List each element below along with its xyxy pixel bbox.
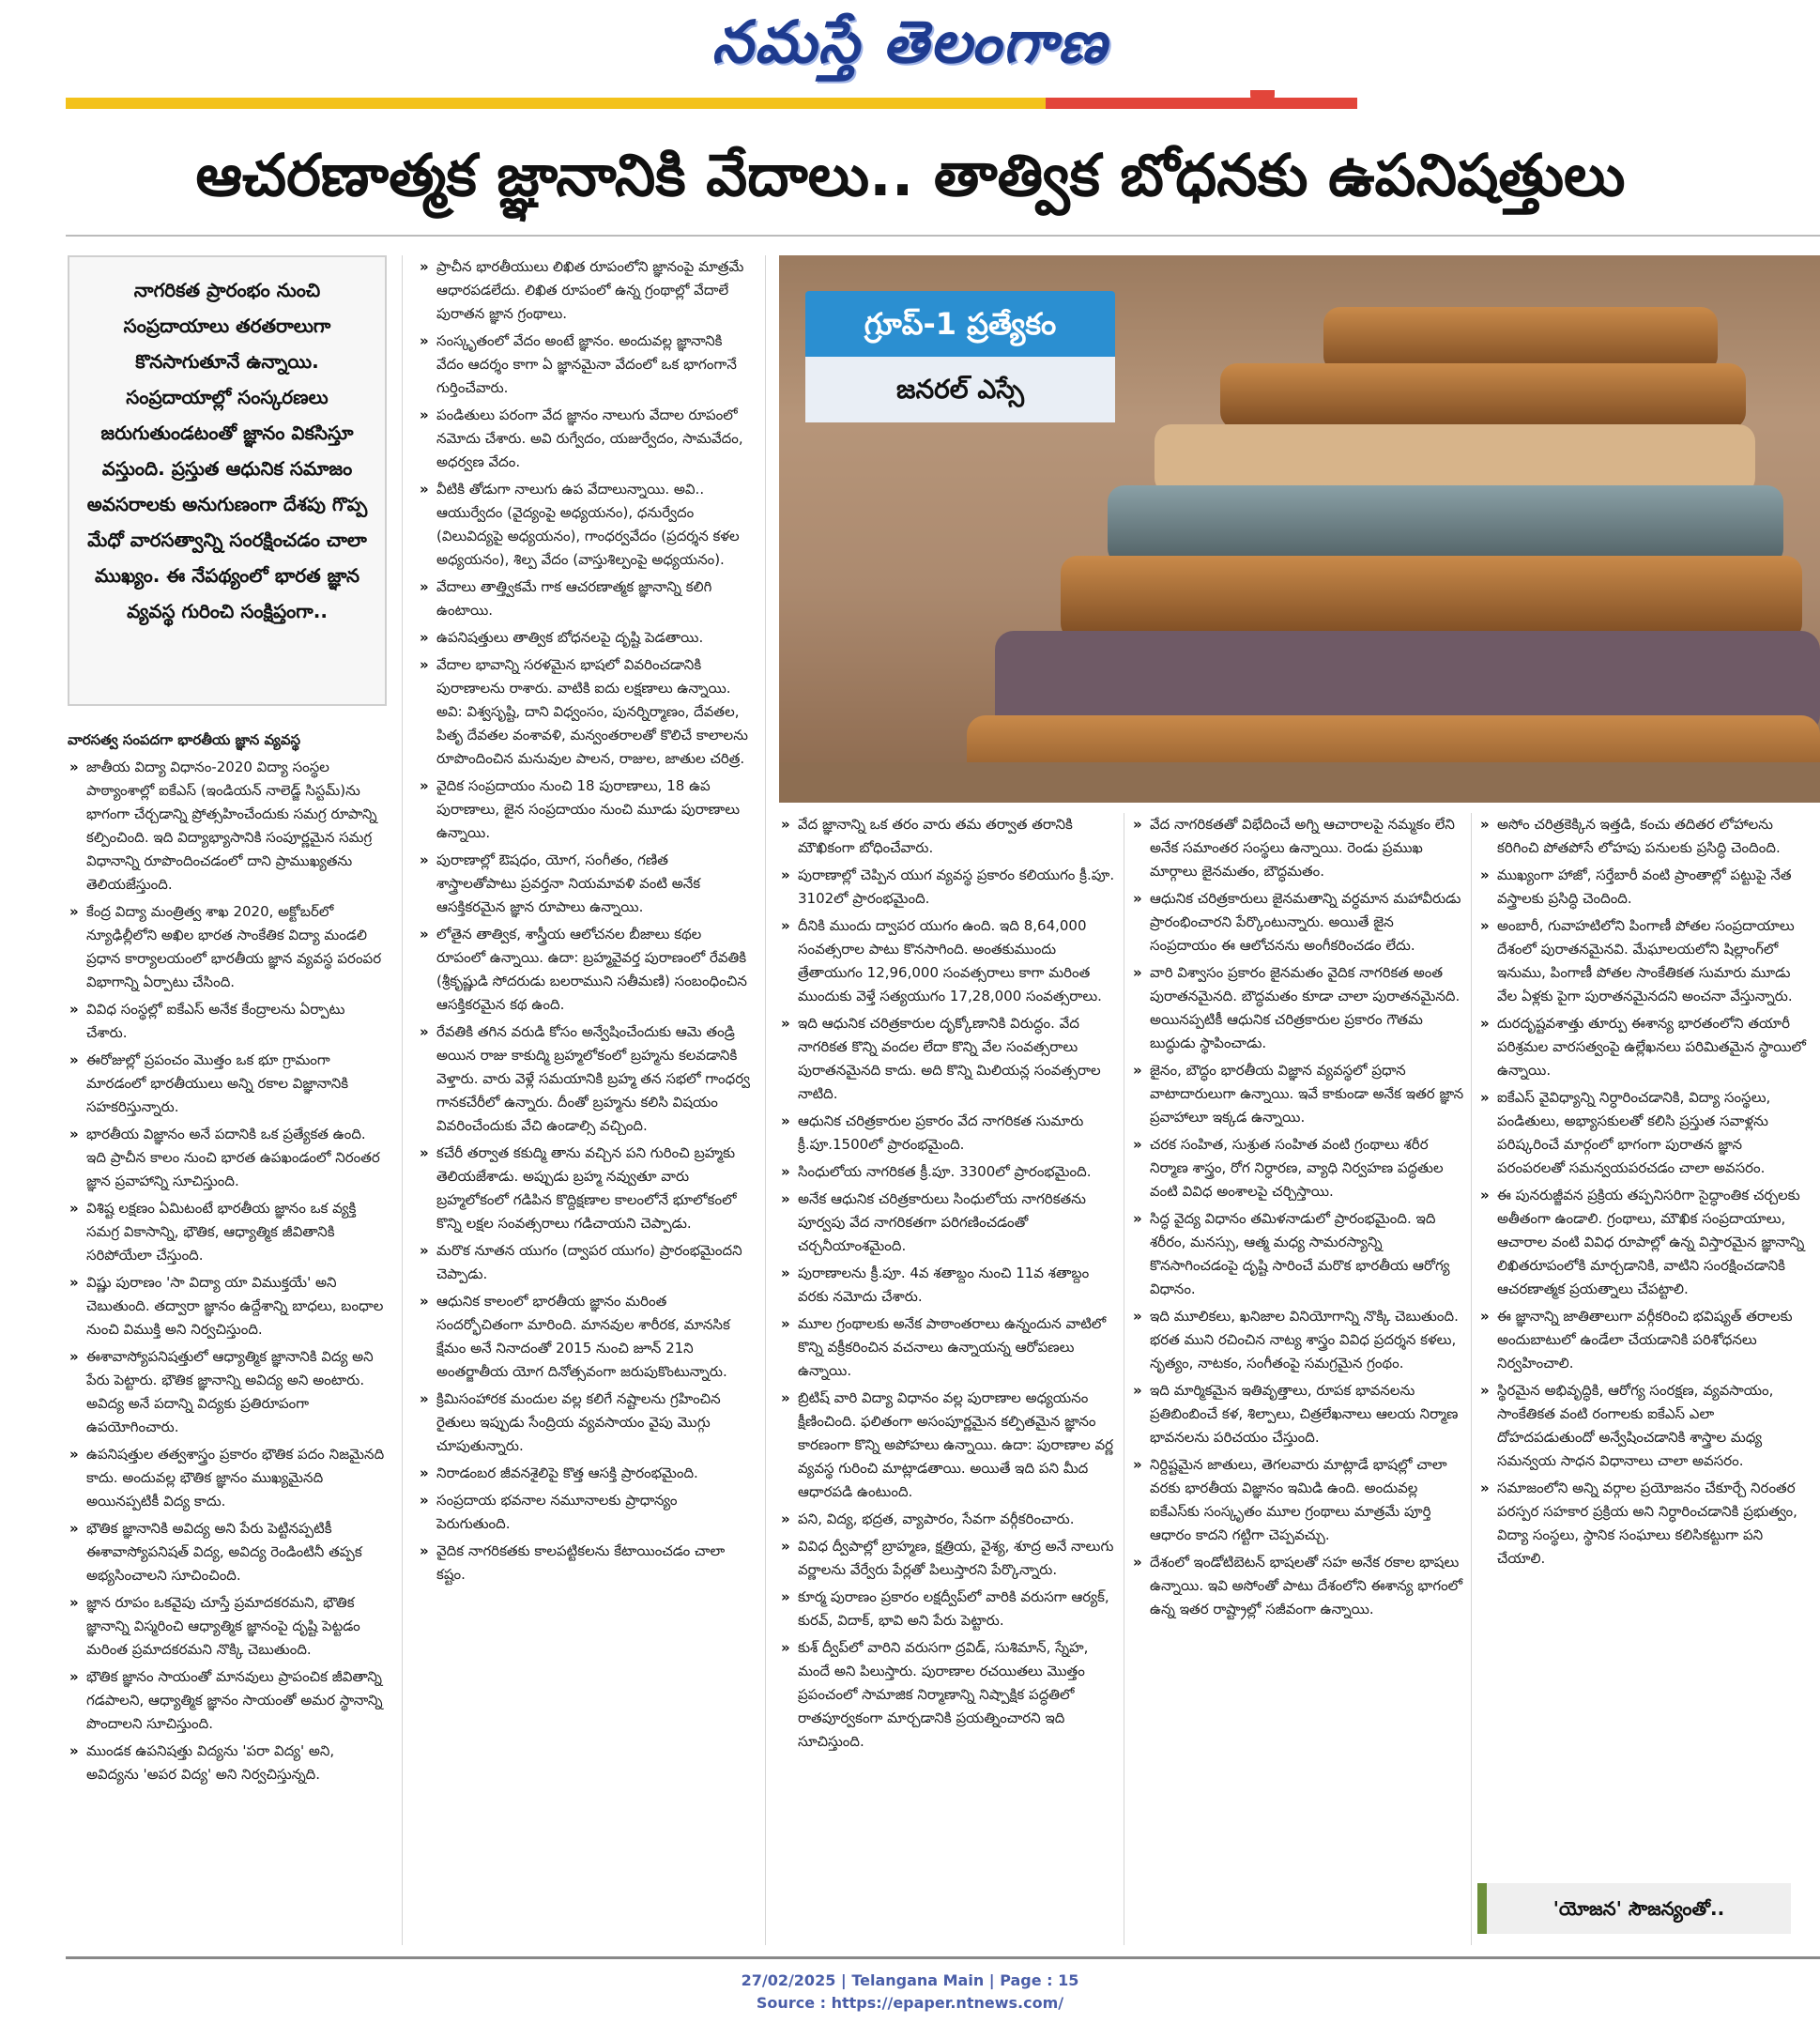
bullet-item: » జ్ఞాన రూపం ఒకవైపు చూస్తే ప్రమాదకరమని, భౌతిక జ్ఞానాన్ని విస్మరించి ఆధ్యాత్మిక జ్ఞానంపై దృష్టి పెట్టడం మరింత ప్రమాదకరమని నొక్కి చెబుతుంది.	[68, 1591, 387, 1662]
bullet-item: » ముండక ఉపనిషత్తు విద్యను 'పరా విద్య' అని, అవిద్యను 'అపర విద్య' అని నిర్వచిస్తున్నది.	[68, 1740, 387, 1786]
bullet-item: » బ్రిటిష్ వారి విద్యా విధానం వల్ల పురాణాల అధ్యయనం క్షీణించింది. ఫలితంగా అసంపూర్ణమైన కల్పితమైన జ్ఞానం కారణంగా కొన్ని అపోహలు ఉన్నాయి. ఉదా: పురాణాల వర్ణ వ్యవస్థ గురించి మాట్లాడతాయి. అయితే ఇది పని మీద ఆధారపడి ఉంటుంది.	[779, 1387, 1117, 1504]
footer-edition-info: 27/02/2025 | Telangana Main | Page : 15	[741, 1971, 1079, 1989]
bullet-item: » అసోం చరిత్రకెక్కిన ఇత్తడి, కంచు తదితర లోహాలను కరిగించి పోతపోసే లోహపు పనులకు ప్రసిద్ధి చెందింది.	[1478, 813, 1812, 860]
bullet-item: » స్థిరమైన అభివృద్ధికి, ఆరోగ్య సంరక్షణ, వ్యవసాయం, సాంకేతికత వంటి రంగాలకు ఐకేఎస్ ఎలా దోహదపడుతుందో అన్వేషించడానికి శాస్త్రాల మధ్య సమన్వయ సాధన విధానాలు చాలా అవసరం.	[1478, 1379, 1812, 1473]
bullet-item: » విశిష్ట లక్షణం ఏమిటంటే భారతీయ జ్ఞానం ఒక వ్యక్తి సమగ్ర వికాసాన్ని, భౌతిక, ఆధ్యాత్మిక జీవితానికి సరిపోయేలా చేస్తుంది.	[68, 1197, 387, 1267]
bullet-item: » కేంద్ర విద్యా మంత్రిత్వ శాఖ 2020, అక్టోబర్‌లో న్యూఢిల్లీలోని అఖిల భారత సాంకేతిక విద్యా మండలి ప్రధాన కార్యాలయంలో భారతీయ జ్ఞాన వ్యవస్థ పరంపర విభాగాన్ని ఏర్పాటు చేసింది.	[68, 900, 387, 994]
headline-divider	[66, 235, 1820, 237]
bullet-item: » సిద్ధ వైద్య విధానం తమిళనాడులో ప్రారంభమైంది. ఇది శరీరం, మనస్సు, ఆత్మ మధ్య సామరస్యాన్ని కొనసాగించడంపై దృష్టి సారించే మరొక భారతీయ ఆరోగ్య విధానం.	[1131, 1207, 1464, 1301]
bullet-item: » జాతీయ విద్యా విధానం-2020 విద్యా సంస్థల పాఠ్యాంశాల్లో ఐకేఎస్ (ఇండియన్ నాలెడ్జ్ సిస్టమ్)ను భాగంగా చేర్చడాన్ని ప్రోత్సహించేందుకు సమగ్ర రూపాన్ని కల్పించింది. ఇది విద్యాభ్యాసానికి సంపూర్ణమైన సమగ్ర విధానాన్ని రూపొందించడంలో దాని ప్రాముఖ్యతను తెలియజేస్తుంది.	[68, 756, 387, 897]
bullet-item: » వైదిక సంప్రదాయం నుంచి 18 పురాణాలు, 18 ఉప పురాణాలు, జైన సంప్రదాయం నుంచి మూడు పురాణాలు ఉన్నాయి.	[418, 774, 751, 845]
bullet-item: » అనేక ఆధునిక చరిత్రకారులు సింధులోయ నాగరికతను పూర్వపు వేద నాగరికతగా పరిగణించడంతో చర్చనీయాంశమైంది.	[779, 1188, 1117, 1258]
bullet-item: » వైదిక నాగరికతకు కాలపట్టికలను కేటాయించడం చాలా కష్టం.	[418, 1540, 751, 1587]
bullet-item: » ప్రాచీన భారతీయులు లిఖిత రూపంలోని జ్ఞానంపై మాత్రమే ఆధారపడలేదు. లిఖిత రూపంలో ఉన్న గ్రంథాల్లో వేదాలే పురాతన జ్ఞాన గ్రంథాలు.	[418, 255, 751, 326]
bullet-item: » ఈ జ్ఞానాన్ని జాతితాలుగా వర్గీకరించి భవిష్యత్ తరాలకు అందుబాటులో ఉండేలా చేయడానికి పరిశోధనలు నిర్వహించాలి.	[1478, 1305, 1812, 1375]
bullet-item: » పండితులు పరంగా వేద జ్ఞానం నాలుగు వేదాల రూపంలో నమోదు చేశారు. అవి రుగ్వేదం, యజుర్వేదం, సామవేదం, అధర్వణ వేదం.	[418, 404, 751, 474]
bullet-item: » ఇది ఆధునిక చరిత్రకారుల దృక్కోణానికి విరుద్ధం. వేద నాగరికత కొన్ని వందల లేదా కొన్ని వేల సంవత్సరాలు పురాతనమైనది కాదు. అది కొన్ని మిలియన్ల సంవత్సరాల నాటిది.	[779, 1012, 1117, 1106]
bullet-item: » జైనం, బౌద్ధం భారతీయ విజ్ఞాన వ్యవస్థలో ప్రధాన వాటాదారులుగా ఉన్నాయి. ఇవే కాకుండా అనేక ఇతర జ్ఞాన ప్రవాహాలూ ఇక్కడ ఉన్నాయి.	[1131, 1059, 1464, 1129]
bullet-item: » దీనికి ముందు ద్వాపర యుగం ఉంది. ఇది 8,64,000 సంవత్సరాల పాటు కొనసాగింది. అంతకుముందు త్రేతాయుగం 12,96,000 సంవత్సరాలు కాగా మరింత ముందుకు వెళ్తే సత్యయుగం 17,28,000 సంవత్సరాలు.	[779, 914, 1117, 1008]
bullet-item: » వీటికి తోడుగా నాలుగు ఉప వేదాలున్నాయి. అవి.. ఆయుర్వేదం (వైద్యంపై అధ్యయనం), ధనుర్వేదం (విలువిద్యపై అధ్యయనం), గాంధర్వవేదం (ప్రదర్శన కళల అధ్యయనం), శిల్ప వేదం (వాస్తుశిల్పంపై అధ్యయనం).	[418, 478, 751, 572]
bullet-item: » ఈరోజుల్లో ప్రపంచం మొత్తం ఒక భూ గ్రామంగా మారడంలో భారతీయులు అన్ని రకాల విజ్ఞానానికి సహకరిస్తున్నారు.	[68, 1049, 387, 1119]
column-5	[1478, 813, 1812, 1574]
badge-title: గ్రూప్-1 ప్రత్యేకం	[805, 291, 1115, 357]
bullet-item: » నిరాడంబర జీవనశైలిపై కొత్త ఆసక్తి ప్రారంభమైంది.	[418, 1462, 751, 1485]
bullet-item: » వేదాల భావాన్ని సరళమైన భాషలో వివరించడానికి పురాణాలను రాశారు. వాటికి ఐదు లక్షణాలు ఉన్నాయి. అవి: విశ్వసృష్టి, దాని విధ్వంసం, పునర్నిర్మాణం, దేవతల, పితృ దేవతల వంశావళి, మన్వంతరాలతో కొలిచే కాలాలను రూపొందించిన మనువుల పాలన, రాజుల, జాతుల చరిత్ర.	[418, 653, 751, 771]
column-divider	[1471, 813, 1472, 1945]
bullet-item: » సంప్రదాయ భవనాల నమూనాలకు ప్రాధాన్యం పెరుగుతుంది.	[418, 1489, 751, 1536]
bullet-item: » వారి విశ్వాసం ప్రకారం జైనమతం వైదిక నాగరికత అంత పురాతనమైనది. బౌద్ధమతం కూడా చాలా పురాతనమైనది. అయినప్పటికీ ఆధునిక చరిత్రకారుల ప్రకారం గౌతమ బుద్ధుడు స్థాపించాడు.	[1131, 961, 1464, 1055]
bullet-item: » అంబారీ, గువాహటిలోని పింగాణీ పోతల సంప్రదాయాలు దేశంలో పురాతనమైనవి. మేఘాలయలోని షిల్లాంగ్‌లో ఇనుము, పింగాణీ పోతల సాంకేతికత సుమారు మూడు వేల ఏళ్లకు పైగా పురాతనమైనదని అంచనా వేస్తున్నారు.	[1478, 914, 1812, 1008]
bullet-item: » భౌతిక జ్ఞానం సాయంతో మానవులు ప్రాపంచిక జీవితాన్ని గడపాలని, ఆధ్యాత్మిక జ్ఞానం సాయంతో అమర స్థానాన్ని పొందాలని సూచిస్తుంది.	[68, 1665, 387, 1736]
column-1	[68, 728, 387, 1790]
column-divider	[765, 255, 766, 1945]
bullet-item: » దేశంలో ఇండోటిబెటన్ భాషలతో సహ అనేక రకాల భాషలు ఉన్నాయి. ఇవి అసోంతో పాటు దేశంలోని ఈశాన్య భాగంలో ఉన్న ఇతర రాష్ట్రాల్లో సజీవంగా ఉన్నాయి.	[1131, 1551, 1464, 1621]
bullet-item: » ఆధునిక చరిత్రకారులు జైనమతాన్ని వర్ధమాన మహావీరుడు ప్రారంభించారని పేర్కొంటున్నారు. అయితే జైన సంప్రదాయం ఈ ఆలోచనను అంగీకరించడం లేదు.	[1131, 887, 1464, 958]
bullet-item: » కూర్మ పురాణం ప్రకారం లక్షద్వీప్‌లో వారికి వరుసగా ఆర్యక్, కురవ్, విదాక్, భావి అని పేరు పెట్టారు.	[779, 1586, 1117, 1633]
bullet-item: » ఉపనిషత్తులు తాత్విక బోధనలపై దృష్టి పెడతాయి.	[418, 626, 751, 650]
section-badge	[805, 291, 1115, 422]
top-bar-red-segment	[1046, 98, 1357, 109]
bullet-item: » మూల గ్రంథాలకు అనేక పాఠాంతరాలు ఉన్నందున వాటిలో కొన్ని వక్రీకరించిన వచనాలు ఉన్నాయన్న ఆరోపణలు ఉన్నాయి.	[779, 1312, 1117, 1383]
bullet-item: » నిర్దిష్టమైన జాతులు, తెగలవారు మాట్లాడే భాషల్లో చాలా వరకు భారతీయ విజ్ఞానం ఇమిడి ఉంది. అందువల్ల ఐకేఎస్‌కు సంస్కృతం మూల గ్రంథాలు మాత్రమే పూర్తి ఆధారం కాదని గట్టిగా చెప్పవచ్చు.	[1131, 1453, 1464, 1547]
column-1-subheading: వారసత్వ సంపదగా భారతీయ జ్ఞాన వ్యవస్థ	[68, 731, 301, 748]
bullet-item: » పురాణాలను క్రీ.పూ. 4వ శతాబ్దం నుంచి 11వ శతాబ్దం వరకు నమోదు చేశారు.	[779, 1262, 1117, 1309]
bullet-item: » వివిధ ద్వీపాల్లో బ్రాహ్మణ, క్షత్రియ, వైశ్య, శూద్ర అనే నాలుగు వర్ణాలను వేర్వేరు పేర్లతో పిలుస్తారని పేర్కొన్నారు.	[779, 1535, 1117, 1582]
article-headline: ఆచరణాత్మక జ్ఞానానికి వేదాలు.. తాత్విక బోధనకు ఉపనిషత్తులు	[195, 141, 1626, 209]
bullet-item: » క్రిమిసంహారక మందుల వల్ల కలిగే నష్టాలను గ్రహించిన రైతులు ఇప్పుడు సేంద్రియ వ్యవసాయం వైపు మొగ్గు చూపుతున్నారు.	[418, 1387, 751, 1458]
bullet-item: » ఉపనిషత్తుల తత్వశాస్త్రం ప్రకారం భౌతిక పదం నిజమైనది కాదు. అందువల్ల భౌతిక జ్ఞానం ముఖ్యమైనది అయినప్పటికీ విద్య కాదు.	[68, 1443, 387, 1513]
bullet-item: » వివిధ సంస్థల్లో ఐకేఎస్ అనేక కేంద్రాలను ఏర్పాటు చేశారు.	[68, 998, 387, 1045]
top-color-bar	[66, 98, 1357, 109]
bullet-item: » ఆధునిక కాలంలో భారతీయ జ్ఞానం మరింత సందర్భోచితంగా మారింది. మానవుల శారీరక, మానసిక క్షేమం అనే నినాదంతో 2015 నుంచి జూన్ 21ని అంతర్జాతీయ యోగ దినోత్సవంగా జరుపుకొంటున్నారు.	[418, 1290, 751, 1384]
bullet-item: » విష్ణు పురాణం 'సా విద్యా యా విముక్తయే' అని చెబుతుంది. తద్వారా జ్ఞానం ఉద్దేశాన్ని బాధలు, బంధాల నుంచి విముక్తి అని నిర్వచిస్తుంది.	[68, 1271, 387, 1341]
column-2	[418, 255, 751, 1590]
bullet-item: » భౌతిక జ్ఞానానికి అవిద్య అని పేరు పెట్టినప్పటికీ ఈశావాస్యోపనిషత్ విద్య, అవిద్య రెండింటినీ తప్పక అభ్యసించాలని సూచించింది.	[68, 1517, 387, 1587]
bullet-item: » కుశ్ ద్వీప్‌లో వారిని వరుసగా ద్రవిడ్, సుశిమాన్, స్నేహ, మందే అని పిలుస్తారు. పురాణాల రచయితలు మొత్తం ప్రపంచంలో సామాజిక నిర్మాణాన్ని నిష్పాక్షిక పద్ధతిలో రాతపూర్వకంగా మార్చడానికి ప్రయత్నించారని ఇది సూచిస్తుంది.	[779, 1636, 1117, 1754]
bullet-item: » వేదాలు తాత్త్వికమే గాక ఆచరణాత్మక జ్ఞానాన్ని కలిగి ఉంటాయి.	[418, 575, 751, 622]
bullet-item: » చరక సంహిత, సుశ్రుత సంహిత వంటి గ్రంథాలు శరీర నిర్మాణ శాస్త్రం, రోగ నిర్ధారణ, వ్యాధి నిర్వహణ పద్ధతుల వంటి వివిధ అంశాలపై చర్చిస్తాయి.	[1131, 1133, 1464, 1203]
bullet-item: » పని, విద్య, భద్రత, వ్యాపారం, సేవగా వర్గీకరించారు.	[779, 1508, 1117, 1531]
source-credit: 'యోజన' సౌజన్యంతో..	[1477, 1883, 1791, 1934]
bullet-item: » పురాణాల్లో చెప్పిన యుగ వ్యవస్థ ప్రకారం కలియుగం క్రీ.పూ. 3102లో ప్రారంభమైంది.	[779, 864, 1117, 911]
bullet-item: » ఈశావాస్యోపనిషత్తులో ఆధ్యాత్మిక జ్ఞానానికి విద్య అని పేరు పెట్టారు. భౌతిక జ్ఞానాన్ని అవిద్య అని అంటారు. అవిద్య అనే పదాన్ని విద్యకు ప్రతిరూపంగా ఉపయోగించారు.	[68, 1345, 387, 1439]
bullet-item: » లోతైన తాత్విక, శాస్త్రీయ ఆలోచనల బీజాలు కథల రూపంలో ఉన్నాయి. ఉదా: బ్రహ్మవైవర్త పురాణంలో రేవతికి (శ్రీకృష్ణుడి సోదరుడు బలరాముని సతీమణి) సంబంధించిన ఆసక్తికరమైన కథ ఉంది.	[418, 923, 751, 1017]
bullet-item: » దురదృష్టవశాత్తు తూర్పు ఈశాన్య భారతంలోని తయారీ పరిశ్రమల వారసత్వంపై ఉల్లేఖనలు పరిమితమైన స్థాయిలో ఉన్నాయి.	[1478, 1012, 1812, 1082]
bullet-item: » పురాణాల్లో ఔషధం, యోగ, సంగీతం, గణిత శాస్త్రాలతోపాటు ప్రవర్తనా నియమావళి వంటి అనేక ఆసక్తికరమైన జ్ఞాన రూపాలు ఉన్నాయి.	[418, 849, 751, 919]
bullet-item: » ఆధునిక చరిత్రకారుల ప్రకారం వేద నాగరికత సుమారు క్రీ.పూ.1500లో ప్రారంభమైంది.	[779, 1110, 1117, 1157]
bullet-item: » మరొక నూతన యుగం (ద్వాపర యుగం) ప్రారంభమైందని చెప్పాడు.	[418, 1239, 751, 1286]
column-divider	[402, 255, 403, 1945]
badge-subtitle: జనరల్ ఎస్సే	[805, 357, 1115, 422]
bullet-item: » ఇది మూలికలు, ఖనిజాల వినియోగాన్ని నొక్కి చెబుతుంది. భరత ముని రచించిన నాట్య శాస్త్రం వివిధ ప్రదర్శన కళలు, నృత్యం, నాటకం, సంగీతంపై సమగ్రమైన గ్రంథం.	[1131, 1305, 1464, 1375]
bullet-item: » సింధులోయ నాగరికత క్రీ.పూ. 3300లో ప్రారంభమైంది.	[779, 1160, 1117, 1184]
newspaper-logo: నమస్తే తెలంగాణ	[711, 8, 1109, 76]
books-photo	[779, 255, 1820, 803]
column-3	[779, 813, 1117, 1757]
bullet-item: » ఇది మార్మికమైన ఇతివృత్తాలు, రూపక భావనలను ప్రతిబింబించే కళ, శిల్పాలు, చిత్రలేఖనాలు ఆలయ నిర్మాణ భావనలను పరిచయం చేస్తుంది.	[1131, 1379, 1464, 1449]
bullet-item: » ఐకేఎస్ వైవిధ్యాన్ని నిర్ధారించడానికి, విద్యా సంస్థలు, పండితులు, అభ్యాసకులతో కలిసి ప్రస్తుత సవాళ్లను పరిష్కరించే మార్గంలో భాగంగా పురాతన జ్ఞాన పరంపరలతో సమన్వయపరచడం చాలా అవసరం.	[1478, 1086, 1812, 1180]
column-4	[1131, 813, 1464, 1625]
bullet-item: » వేద జ్ఞానాన్ని ఒక తరం వారు తమ తర్వాత తరానికి మౌఖికంగా బోధించేవారు.	[779, 813, 1117, 860]
page-footer	[0, 1970, 1820, 2015]
footer-divider	[66, 1956, 1820, 1959]
bullet-item: » ముఖ్యంగా హాజో, సర్తేబారీ వంటి ప్రాంతాల్లో పట్టుపై నేత వస్త్రాలకు ప్రసిద్ధి చెందింది.	[1478, 864, 1812, 911]
bullet-item: » ఈ పునరుజ్జీవన ప్రక్రియ తప్పనిసరిగా సైద్ధాంతిక చర్చలకు అతీతంగా ఉండాలి. గ్రంథాలు, మౌఖిక సంప్రదాయాలు, ఆచారాల వంటి వివిధ రూపాల్లో ఉన్న విస్తారమైన జ్ఞానాన్ని లిఖితరూపంలోకి మార్చడానికి, వాటిని సంరక్షించడానికి ఆచరణాత్మక ప్రయత్నాలు చేపట్టాలి.	[1478, 1184, 1812, 1301]
bullet-item: » సమాజంలోని అన్ని వర్గాల ప్రయోజనం చేకూర్చే నిరంతర పరస్పర సహకార ప్రక్రియ అని నిర్ధారించడానికి ప్రభుత్వం, విద్యా సంస్థలు, స్థానిక సంఘాలు కలిసికట్టుగా పని చేయాలి.	[1478, 1477, 1812, 1571]
bullet-item: » భారతీయ విజ్ఞానం అనే పదానికి ఒక ప్రత్యేకత ఉంది. ఇది ప్రాచీన కాలం నుంచి భారత ఉపఖండంలో నిరంతర జ్ఞాన ప్రవాహాన్ని సూచిస్తుంది.	[68, 1123, 387, 1193]
footer-source-link[interactable]: Source : https://epaper.ntnews.com/	[756, 1994, 1064, 2012]
masthead	[0, 0, 1820, 94]
bullet-item: » రేవతికి తగిన వరుడి కోసం అన్వేషించేందుకు ఆమె తండ్రి అయిన రాజు కాకుద్మి బ్రహ్మలోకంలో బ్రహ్మను కలవడానికి వెళ్తారు. వారు వెళ్లే సమయానికి బ్రహ్మ తన సభలో గాంధర్వ గానకచేరీలో ఉన్నారు. దీంతో బ్రహ్మను కలిసి విషయం వివరించేందుకు వేచి ఉండాల్సి వచ్చింది.	[418, 1020, 751, 1138]
bullet-item: » కచేరీ తర్వాత కకుద్మి తాను వచ్చిన పని గురించి బ్రహ్మకు తెలియజేశాడు. అప్పుడు బ్రహ్మ నవ్వుతూ వారు బ్రహ్మలోకంలో గడిపిన కొద్దిక్షణాల కాలంలోనే భూలోకంలో కొన్ని లక్షల సంవత్సరాలు గడిచాయని చెప్పాడు.	[418, 1142, 751, 1235]
bullet-item: » సంస్కృతంలో వేదం అంటే జ్ఞానం. అందువల్ల జ్ఞానానికి వేదం ఆదర్శం కాగా ఏ జ్ఞానమైనా వేదంలో ఒక భాగంగానే గుర్తించేవారు.	[418, 330, 751, 400]
intro-box: నాగరికత ప్రారంభం నుంచి సంప్రదాయాలు తరతరాలుగా కొనసాగుతూనే ఉన్నాయి. సంప్రదాయాల్లో సంస్కరణలు జరుగుతుండటంతో జ్ఞానం వికసిస్తూ వస్తుంది. ప్రస్తుత ఆధునిక సమాజం అవసరాలకు అనుగుణంగా దేశపు గొప్ప మేధో వారసత్వాన్ని సంరక్షించడం చాలా ముఖ్యం. ఈ నేపథ్యంలో భారత జ్ఞాన వ్యవస్థ గురించి సంక్షిప్తంగా..	[68, 255, 387, 706]
bullet-item: » వేద నాగరికతతో విభేదించే అగ్ని ఆచారాలపై నమ్మకం లేని అనేక సమాంతర సంస్థలు ఉన్నాయి. రెండు ప్రముఖ మార్గాలు జైనమతం, బౌద్ధమతం.	[1131, 813, 1464, 883]
